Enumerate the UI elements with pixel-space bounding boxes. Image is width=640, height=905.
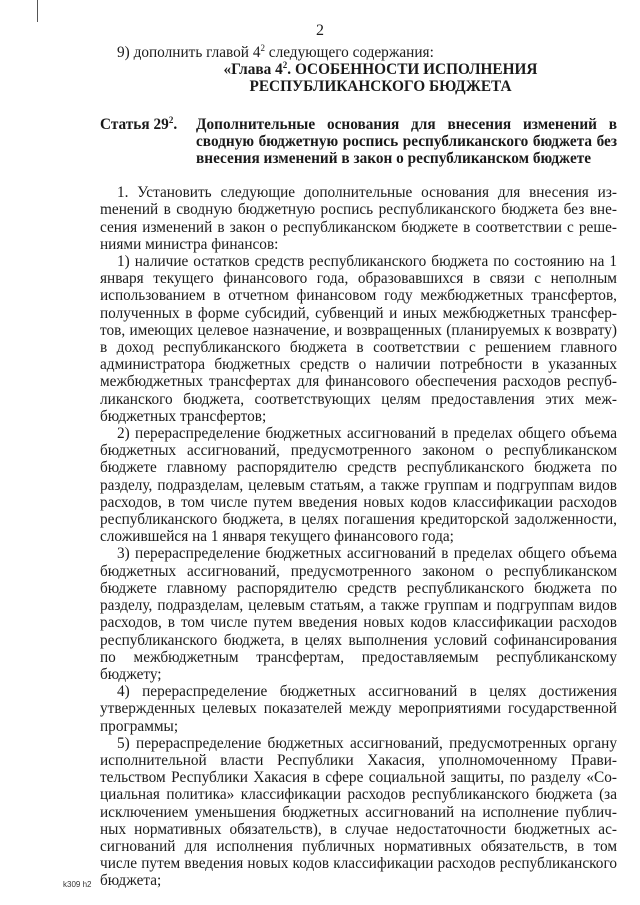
document-body (100, 44, 617, 890)
paragraph-item-4: 4) перераспределение бюджетных ассигнований в целях достижения утвержденных целевых показателей между мероприятиями государственной программы; (100, 683, 617, 735)
article-number (100, 116, 196, 133)
paragraph-item-3: 3) перераспределение бюджетных ассигнований в пределах общего объема бюджетных ассигнований, предусмотренного законом о республиканском бюджете главному распорядителю средств республиканского бюджета по разделу, подразделам, целевым статьям, а также группам и подгруппам видов расходов, в том числе путем введения новых кодов классификации расходов республиканского бюджета, в целях выполнения условий софинансирования по межбюджетным трансфертам, предоставляемым республиканскому бюджету; (100, 545, 617, 683)
paragraph-item-2: 2) перераспределение бюджетных ассигнований в пределах общего объема бюджетных ассигнований, предусмотренного законом о республиканском бюджете главному распорядителю средств республиканского бюджета по разделу, подразделам, целевым статьям, а также группам и подгруппам видов расходов, в том числе путем введения новых кодов классификации расходов республиканского бюджета, в целях погашения кредиторской задолженности, сложившейся на 1 января текущего финансового года; (100, 425, 617, 546)
chapter-heading (100, 61, 617, 95)
article-heading (100, 116, 617, 168)
chapter-title-line2: РЕСПУБЛИКАНСКОГО БЮДЖЕТА (249, 78, 512, 96)
page-number: 2 (316, 22, 324, 39)
amendment-intro (117, 44, 617, 61)
paragraph-item-5: 5) перераспределение бюджетных ассигнований, предусмотренных органу исполнительной власти Республики Хакасия, уполномоченному Правительством Республики Хакасия в сфере социальной защиты, по разделу «Социальная политика» классификации расходов республиканского бюджета (за исключением уменьшения бюджетных ассигнований на исполнение публичных нормативных обязательств), в случае недостаточности бюджетных ассигнований для исполнения публичных нормативных обязательств, в том числе путем введения новых кодов классификации расходов республиканского бюджета; (100, 734, 617, 890)
intro-superscript: 2 (260, 43, 265, 53)
article-number-suffix: . (173, 115, 178, 133)
chapter-title-line1: . ОСОБЕННОСТИ ИСПОЛНЕНИЯ (287, 61, 538, 79)
scan-margin-line (37, 0, 38, 22)
intro-text-after: следующего содержания: (264, 44, 434, 61)
article-superscript: 2 (168, 114, 174, 125)
article-body (100, 184, 617, 889)
footer-document-code: k309 h2 (63, 880, 92, 889)
article-number-prefix: Статья 29 (100, 115, 169, 133)
intro-text-before: 9) дополнить главой 4 (117, 44, 261, 61)
paragraph-item-1: 1) наличие остатков средств республиканского бюджета по состоянию на 1 января текущего финансового года, образовавшихся в связи с неполным использованием в отчетном финансовом году межбюджетных трансфертов, полученных в форме субсидий, субвенций и иных межбюджетных трансфертов, имеющих целевое назначение, и возвращенных (планируемых к возврату) в доход республиканского бюджета в соответствии с решением главного администратора бюджетных средств о наличии потребности в указанных межбюджетных трансфертах для финансового обеспечения расходов республиканского бюджета, соответствующих целям предоставления этих межбюджетных трансфертов; (100, 253, 617, 425)
article-title: Дополнительные основания для внесения изменений в сводную бюджетную роспись республиканского бюджета без внесения изменений в закон о республиканском бюджете (196, 115, 617, 168)
paragraph-1: 1. Установить следующие дополнительные основания для внесения изmенений в сводную бюджетную роспись республиканского бюджета без внесения изменений в закон о республиканском бюджете в соответствии с решениями министра финансов: (100, 184, 617, 253)
chapter-superscript: 2 (282, 60, 288, 71)
chapter-prefix: «Глава 4 (223, 61, 283, 79)
